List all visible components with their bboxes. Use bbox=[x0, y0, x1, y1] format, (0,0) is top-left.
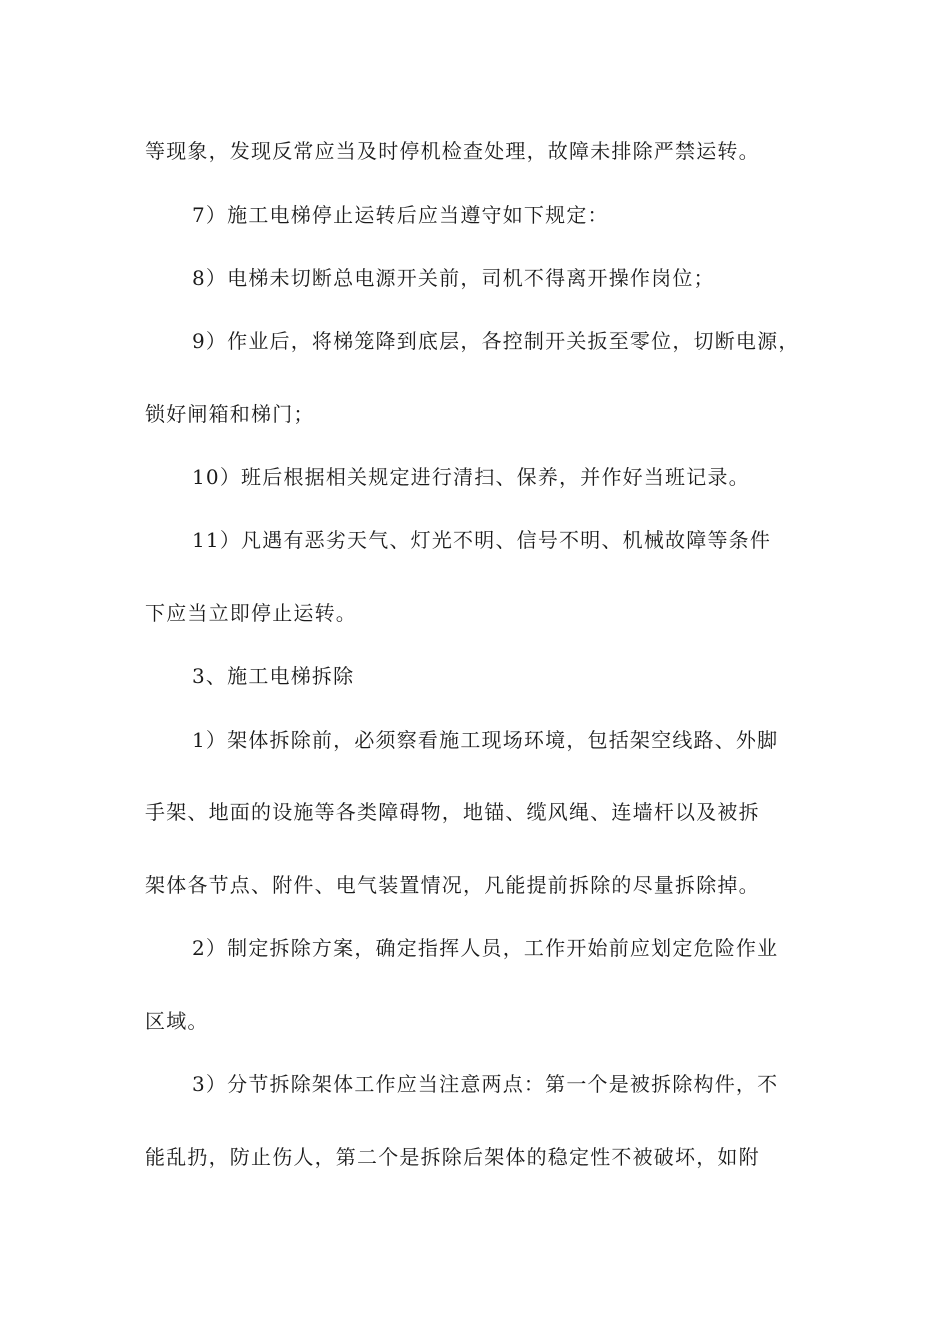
text-line: 11）凡遇有恶劣天气、灯光不明、信号不明、机械故障等条件 bbox=[192, 528, 772, 552]
text-line: 锁好闸箱和梯门； bbox=[145, 402, 315, 426]
text-line: 8）电梯未切断总电源开关前，司机不得离开操作岗位； bbox=[192, 266, 715, 290]
text-line: 7）施工电梯停止运转后应当遵守如下规定： bbox=[192, 203, 609, 227]
text-line: 架体各节点、附件、电气装置情况，凡能提前拆除的尽量拆除掉。 bbox=[145, 873, 760, 897]
text-line: 区域。 bbox=[145, 1009, 209, 1033]
text-line: 下应当立即停止运转。 bbox=[145, 601, 357, 625]
text-line: 等现象，发现反常应当及时停机检查处理，故障未排除严禁运转。 bbox=[145, 139, 760, 163]
text-line: 9）作业后，将梯笼降到底层，各控制开关扳至零位，切断电源， bbox=[192, 329, 800, 353]
text-line: 2）制定拆除方案，确定指挥人员，工作开始前应划定危险作业 bbox=[192, 936, 779, 960]
text-line: 手架、地面的设施等各类障碍物，地锚、缆风绳、连墙杆以及被拆 bbox=[145, 800, 760, 824]
text-line: 1）架体拆除前，必须察看施工现场环境，包括架空线路、外脚 bbox=[192, 728, 779, 752]
text-line: 10）班后根据相关规定进行清扫、保养，并作好当班记录。 bbox=[192, 465, 750, 489]
text-line: 能乱扔，防止伤人，第二个是拆除后架体的稳定性不被破坏，如附 bbox=[145, 1145, 760, 1169]
text-line: 3）分节拆除架体工作应当注意两点：第一个是被拆除构件，不 bbox=[192, 1072, 779, 1096]
section-heading: 3、施工电梯拆除 bbox=[192, 664, 355, 688]
